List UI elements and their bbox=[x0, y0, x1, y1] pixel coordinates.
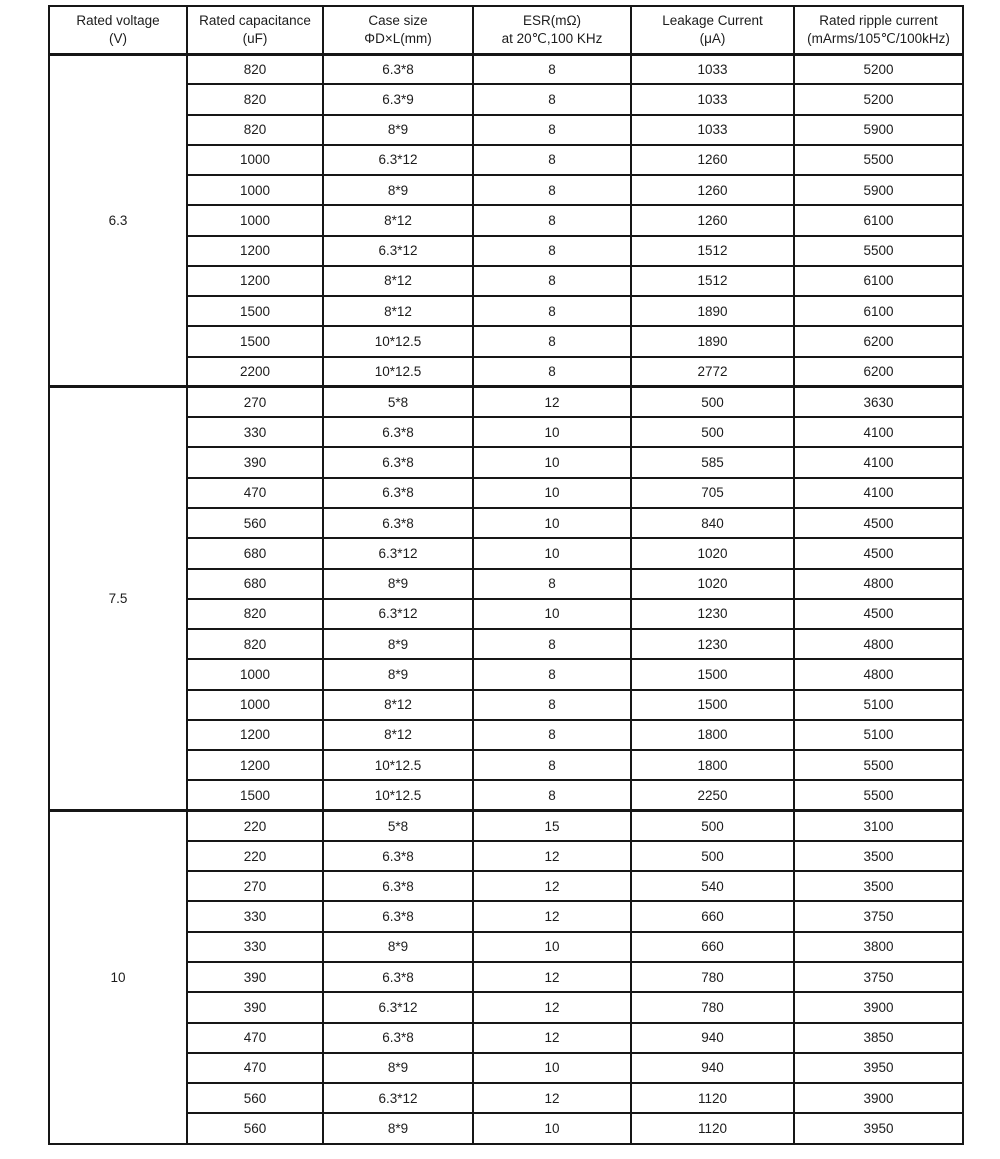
header-line: (mArms/105℃/100kHz) bbox=[807, 30, 950, 46]
case-size-cell: 6.3*8 bbox=[323, 962, 473, 992]
capacitance-cell: 390 bbox=[187, 447, 323, 477]
ripple-current-cell: 3630 bbox=[794, 387, 963, 417]
esr-cell: 12 bbox=[473, 901, 631, 931]
table-row bbox=[49, 750, 963, 780]
table-header-row bbox=[49, 6, 963, 54]
header-case-size bbox=[323, 6, 473, 54]
table-row bbox=[49, 962, 963, 992]
case-size-cell: 6.3*8 bbox=[323, 417, 473, 447]
table-row bbox=[49, 236, 963, 266]
ripple-current-cell: 5900 bbox=[794, 115, 963, 145]
leakage-current-cell: 1500 bbox=[631, 659, 794, 689]
case-size-cell: 6.3*9 bbox=[323, 84, 473, 114]
table-row bbox=[49, 629, 963, 659]
table-row bbox=[49, 145, 963, 175]
ripple-current-cell: 4500 bbox=[794, 508, 963, 538]
capacitance-cell: 390 bbox=[187, 962, 323, 992]
capacitance-cell: 1500 bbox=[187, 296, 323, 326]
case-size-cell: 6.3*8 bbox=[323, 54, 473, 84]
leakage-current-cell: 585 bbox=[631, 447, 794, 477]
capacitance-cell: 1000 bbox=[187, 145, 323, 175]
case-size-cell: 6.3*8 bbox=[323, 841, 473, 871]
ripple-current-cell: 3900 bbox=[794, 992, 963, 1022]
voltage-group-cell: 6.3 bbox=[49, 54, 187, 387]
capacitance-cell: 390 bbox=[187, 992, 323, 1022]
ripple-current-cell: 4800 bbox=[794, 569, 963, 599]
leakage-current-cell: 540 bbox=[631, 871, 794, 901]
esr-cell: 8 bbox=[473, 690, 631, 720]
esr-cell: 8 bbox=[473, 84, 631, 114]
table-row bbox=[49, 599, 963, 629]
leakage-current-cell: 1500 bbox=[631, 690, 794, 720]
case-size-cell: 6.3*12 bbox=[323, 599, 473, 629]
header-leakage-current bbox=[631, 6, 794, 54]
leakage-current-cell: 840 bbox=[631, 508, 794, 538]
header-line: Leakage Current bbox=[662, 12, 763, 28]
leakage-current-cell: 1120 bbox=[631, 1083, 794, 1113]
leakage-current-cell: 705 bbox=[631, 478, 794, 508]
case-size-cell: 6.3*12 bbox=[323, 992, 473, 1022]
ripple-current-cell: 4100 bbox=[794, 478, 963, 508]
leakage-current-cell: 500 bbox=[631, 417, 794, 447]
table-row bbox=[49, 447, 963, 477]
capacitance-cell: 470 bbox=[187, 478, 323, 508]
esr-cell: 10 bbox=[473, 447, 631, 477]
table-row bbox=[49, 1023, 963, 1053]
leakage-current-cell: 1033 bbox=[631, 115, 794, 145]
table-row bbox=[49, 1083, 963, 1113]
esr-cell: 15 bbox=[473, 811, 631, 841]
case-size-cell: 6.3*8 bbox=[323, 508, 473, 538]
ripple-current-cell: 4500 bbox=[794, 538, 963, 568]
ripple-current-cell: 5200 bbox=[794, 84, 963, 114]
capacitance-cell: 1200 bbox=[187, 750, 323, 780]
leakage-current-cell: 780 bbox=[631, 992, 794, 1022]
esr-cell: 12 bbox=[473, 1083, 631, 1113]
esr-cell: 8 bbox=[473, 236, 631, 266]
esr-cell: 8 bbox=[473, 175, 631, 205]
ripple-current-cell: 5200 bbox=[794, 54, 963, 84]
ripple-current-cell: 5500 bbox=[794, 750, 963, 780]
capacitance-cell: 820 bbox=[187, 54, 323, 84]
case-size-cell: 10*12.5 bbox=[323, 357, 473, 387]
ripple-current-cell: 5100 bbox=[794, 690, 963, 720]
leakage-current-cell: 2250 bbox=[631, 780, 794, 810]
table-row bbox=[49, 569, 963, 599]
header-line: (uF) bbox=[242, 30, 268, 46]
ripple-current-cell: 3750 bbox=[794, 962, 963, 992]
table-row bbox=[49, 175, 963, 205]
table-row bbox=[49, 205, 963, 235]
leakage-current-cell: 500 bbox=[631, 841, 794, 871]
case-size-cell: 6.3*12 bbox=[323, 145, 473, 175]
leakage-current-cell: 940 bbox=[631, 1053, 794, 1083]
capacitance-cell: 560 bbox=[187, 508, 323, 538]
capacitance-cell: 1000 bbox=[187, 205, 323, 235]
ripple-current-cell: 3850 bbox=[794, 1023, 963, 1053]
ripple-current-cell: 3950 bbox=[794, 1113, 963, 1144]
header-line: at 20℃,100 KHz bbox=[501, 30, 603, 46]
voltage-group-cell: 10 bbox=[49, 811, 187, 1144]
capacitance-cell: 1200 bbox=[187, 236, 323, 266]
esr-cell: 8 bbox=[473, 780, 631, 810]
esr-cell: 8 bbox=[473, 145, 631, 175]
header-line: Rated ripple current bbox=[819, 12, 938, 28]
capacitance-cell: 220 bbox=[187, 841, 323, 871]
esr-cell: 8 bbox=[473, 569, 631, 599]
case-size-cell: 6.3*8 bbox=[323, 871, 473, 901]
ripple-current-cell: 6100 bbox=[794, 296, 963, 326]
capacitance-cell: 1000 bbox=[187, 690, 323, 720]
leakage-current-cell: 1890 bbox=[631, 296, 794, 326]
ripple-current-cell: 4100 bbox=[794, 447, 963, 477]
table-row bbox=[49, 1053, 963, 1083]
table-row bbox=[49, 901, 963, 931]
case-size-cell: 8*9 bbox=[323, 569, 473, 599]
table-row bbox=[49, 1113, 963, 1144]
capacitance-cell: 1000 bbox=[187, 175, 323, 205]
header-line: Rated voltage bbox=[76, 12, 160, 28]
capacitance-cell: 1200 bbox=[187, 266, 323, 296]
table-row bbox=[49, 387, 963, 417]
esr-cell: 12 bbox=[473, 871, 631, 901]
case-size-cell: 10*12.5 bbox=[323, 750, 473, 780]
capacitance-cell: 270 bbox=[187, 871, 323, 901]
capacitance-cell: 560 bbox=[187, 1113, 323, 1144]
ripple-current-cell: 3950 bbox=[794, 1053, 963, 1083]
capacitance-cell: 1500 bbox=[187, 326, 323, 356]
capacitance-cell: 330 bbox=[187, 932, 323, 962]
ripple-current-cell: 4800 bbox=[794, 629, 963, 659]
ripple-current-cell: 4500 bbox=[794, 599, 963, 629]
esr-cell: 12 bbox=[473, 992, 631, 1022]
ripple-current-cell: 5900 bbox=[794, 175, 963, 205]
leakage-current-cell: 1020 bbox=[631, 569, 794, 599]
ripple-current-cell: 3100 bbox=[794, 811, 963, 841]
capacitance-cell: 330 bbox=[187, 901, 323, 931]
case-size-cell: 6.3*8 bbox=[323, 901, 473, 931]
leakage-current-cell: 1512 bbox=[631, 236, 794, 266]
capacitance-cell: 560 bbox=[187, 1083, 323, 1113]
ripple-current-cell: 6200 bbox=[794, 357, 963, 387]
ripple-current-cell: 3900 bbox=[794, 1083, 963, 1113]
spec-table-body bbox=[49, 54, 963, 1144]
case-size-cell: 6.3*8 bbox=[323, 447, 473, 477]
case-size-cell: 8*9 bbox=[323, 1053, 473, 1083]
table-row bbox=[49, 326, 963, 356]
case-size-cell: 6.3*12 bbox=[323, 538, 473, 568]
case-size-cell: 10*12.5 bbox=[323, 780, 473, 810]
esr-cell: 10 bbox=[473, 417, 631, 447]
table-row bbox=[49, 478, 963, 508]
leakage-current-cell: 1512 bbox=[631, 266, 794, 296]
case-size-cell: 5*8 bbox=[323, 811, 473, 841]
leakage-current-cell: 1033 bbox=[631, 54, 794, 84]
table-row bbox=[49, 720, 963, 750]
esr-cell: 10 bbox=[473, 599, 631, 629]
case-size-cell: 6.3*8 bbox=[323, 1023, 473, 1053]
leakage-current-cell: 1800 bbox=[631, 750, 794, 780]
header-line: (μA) bbox=[699, 30, 726, 46]
case-size-cell: 6.3*12 bbox=[323, 1083, 473, 1113]
esr-cell: 8 bbox=[473, 720, 631, 750]
header-esr bbox=[473, 6, 631, 54]
case-size-cell: 6.3*12 bbox=[323, 236, 473, 266]
esr-cell: 8 bbox=[473, 659, 631, 689]
esr-cell: 8 bbox=[473, 326, 631, 356]
header-line: Rated capacitance bbox=[199, 12, 311, 28]
esr-cell: 8 bbox=[473, 357, 631, 387]
esr-cell: 12 bbox=[473, 962, 631, 992]
ripple-current-cell: 3750 bbox=[794, 901, 963, 931]
table-row bbox=[49, 417, 963, 447]
leakage-current-cell: 1260 bbox=[631, 145, 794, 175]
case-size-cell: 8*12 bbox=[323, 266, 473, 296]
leakage-current-cell: 500 bbox=[631, 811, 794, 841]
ripple-current-cell: 3800 bbox=[794, 932, 963, 962]
ripple-current-cell: 6100 bbox=[794, 205, 963, 235]
ripple-current-cell: 5500 bbox=[794, 145, 963, 175]
esr-cell: 8 bbox=[473, 266, 631, 296]
table-row bbox=[49, 266, 963, 296]
ripple-current-cell: 6200 bbox=[794, 326, 963, 356]
table-row bbox=[49, 115, 963, 145]
leakage-current-cell: 1260 bbox=[631, 175, 794, 205]
table-row bbox=[49, 932, 963, 962]
leakage-current-cell: 940 bbox=[631, 1023, 794, 1053]
capacitance-cell: 680 bbox=[187, 538, 323, 568]
capacitor-spec-table bbox=[48, 5, 964, 1145]
esr-cell: 8 bbox=[473, 629, 631, 659]
leakage-current-cell: 1890 bbox=[631, 326, 794, 356]
capacitance-cell: 470 bbox=[187, 1023, 323, 1053]
table-row bbox=[49, 871, 963, 901]
case-size-cell: 10*12.5 bbox=[323, 326, 473, 356]
capacitance-cell: 220 bbox=[187, 811, 323, 841]
esr-cell: 8 bbox=[473, 296, 631, 326]
case-size-cell: 8*9 bbox=[323, 659, 473, 689]
esr-cell: 8 bbox=[473, 54, 631, 84]
esr-cell: 12 bbox=[473, 1023, 631, 1053]
case-size-cell: 8*9 bbox=[323, 175, 473, 205]
table-row bbox=[49, 690, 963, 720]
leakage-current-cell: 1260 bbox=[631, 205, 794, 235]
esr-cell: 12 bbox=[473, 387, 631, 417]
voltage-group-cell: 7.5 bbox=[49, 387, 187, 811]
leakage-current-cell: 500 bbox=[631, 387, 794, 417]
header-line: Case size bbox=[368, 12, 428, 28]
capacitance-cell: 1500 bbox=[187, 780, 323, 810]
ripple-current-cell: 5100 bbox=[794, 720, 963, 750]
esr-cell: 12 bbox=[473, 841, 631, 871]
esr-cell: 10 bbox=[473, 932, 631, 962]
header-line: ΦD×L(mm) bbox=[364, 30, 432, 46]
leakage-current-cell: 780 bbox=[631, 962, 794, 992]
capacitance-cell: 470 bbox=[187, 1053, 323, 1083]
ripple-current-cell: 3500 bbox=[794, 871, 963, 901]
table-row bbox=[49, 992, 963, 1022]
leakage-current-cell: 1020 bbox=[631, 538, 794, 568]
esr-cell: 8 bbox=[473, 115, 631, 145]
leakage-current-cell: 660 bbox=[631, 901, 794, 931]
table-row bbox=[49, 84, 963, 114]
table-row bbox=[49, 54, 963, 84]
case-size-cell: 8*12 bbox=[323, 205, 473, 235]
ripple-current-cell: 5500 bbox=[794, 236, 963, 266]
case-size-cell: 8*9 bbox=[323, 1113, 473, 1144]
capacitance-cell: 2200 bbox=[187, 357, 323, 387]
table-row bbox=[49, 538, 963, 568]
esr-cell: 8 bbox=[473, 750, 631, 780]
leakage-current-cell: 1230 bbox=[631, 599, 794, 629]
case-size-cell: 8*12 bbox=[323, 720, 473, 750]
leakage-current-cell: 1120 bbox=[631, 1113, 794, 1144]
header-rated-capacitance bbox=[187, 6, 323, 54]
esr-cell: 10 bbox=[473, 1113, 631, 1144]
table-row bbox=[49, 780, 963, 810]
case-size-cell: 8*9 bbox=[323, 932, 473, 962]
header-ripple-current bbox=[794, 6, 963, 54]
capacitance-cell: 1200 bbox=[187, 720, 323, 750]
table-row bbox=[49, 296, 963, 326]
case-size-cell: 6.3*8 bbox=[323, 478, 473, 508]
header-line: (V) bbox=[109, 30, 127, 46]
capacitance-cell: 820 bbox=[187, 629, 323, 659]
case-size-cell: 8*12 bbox=[323, 690, 473, 720]
ripple-current-cell: 3500 bbox=[794, 841, 963, 871]
table-row bbox=[49, 508, 963, 538]
table-row bbox=[49, 841, 963, 871]
ripple-current-cell: 5500 bbox=[794, 780, 963, 810]
ripple-current-cell: 6100 bbox=[794, 266, 963, 296]
esr-cell: 10 bbox=[473, 1053, 631, 1083]
table-row bbox=[49, 357, 963, 387]
esr-cell: 8 bbox=[473, 205, 631, 235]
table-row bbox=[49, 659, 963, 689]
leakage-current-cell: 1033 bbox=[631, 84, 794, 114]
case-size-cell: 8*12 bbox=[323, 296, 473, 326]
leakage-current-cell: 2772 bbox=[631, 357, 794, 387]
esr-cell: 10 bbox=[473, 478, 631, 508]
capacitance-cell: 820 bbox=[187, 599, 323, 629]
leakage-current-cell: 660 bbox=[631, 932, 794, 962]
table-row bbox=[49, 811, 963, 841]
capacitance-cell: 820 bbox=[187, 115, 323, 145]
ripple-current-cell: 4100 bbox=[794, 417, 963, 447]
leakage-current-cell: 1800 bbox=[631, 720, 794, 750]
capacitance-cell: 330 bbox=[187, 417, 323, 447]
header-rated-voltage bbox=[49, 6, 187, 54]
esr-cell: 10 bbox=[473, 538, 631, 568]
case-size-cell: 8*9 bbox=[323, 629, 473, 659]
case-size-cell: 8*9 bbox=[323, 115, 473, 145]
esr-cell: 10 bbox=[473, 508, 631, 538]
case-size-cell: 5*8 bbox=[323, 387, 473, 417]
capacitance-cell: 1000 bbox=[187, 659, 323, 689]
capacitance-cell: 820 bbox=[187, 84, 323, 114]
header-line: ESR(mΩ) bbox=[522, 12, 582, 28]
ripple-current-cell: 4800 bbox=[794, 659, 963, 689]
leakage-current-cell: 1230 bbox=[631, 629, 794, 659]
capacitance-cell: 270 bbox=[187, 387, 323, 417]
capacitance-cell: 680 bbox=[187, 569, 323, 599]
